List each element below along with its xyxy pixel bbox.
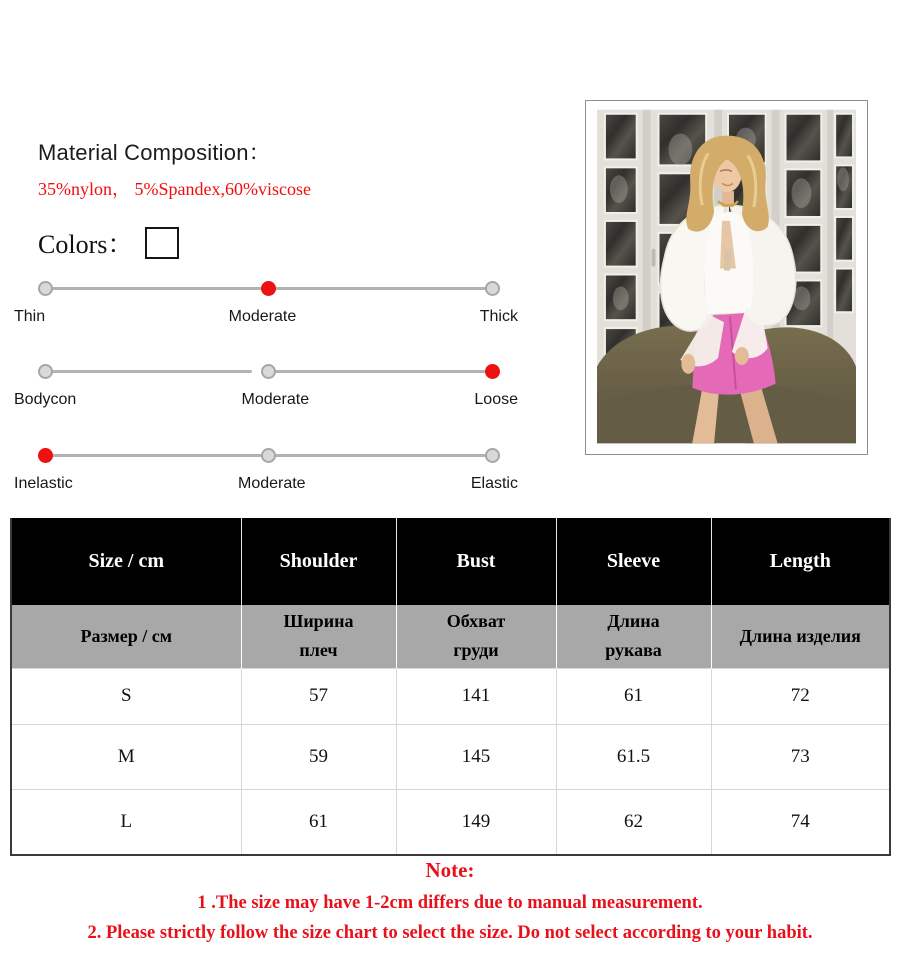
cell-value: 73 xyxy=(711,724,890,789)
cell-size: L xyxy=(11,789,241,855)
col-bust-en: Bust xyxy=(396,518,556,605)
scale-dot-left xyxy=(38,364,53,379)
scale-dot-right xyxy=(485,364,500,379)
col-shoulder-en: Shoulder xyxy=(241,518,396,605)
cell-value: 145 xyxy=(396,724,556,789)
product-photo xyxy=(585,100,868,455)
note-section xyxy=(0,858,900,948)
scale-thickness xyxy=(0,272,540,342)
cell-value: 72 xyxy=(711,668,890,724)
scale-label-middle: Moderate xyxy=(228,308,297,325)
scale-label-middle: Moderate xyxy=(237,475,306,492)
cell-value: 61 xyxy=(241,789,396,855)
scale-label-middle: Moderate xyxy=(241,391,310,408)
scale-dot-left xyxy=(38,448,53,463)
note-line-1: 1 .The size may have 1-2cm differs due to manual measurement. xyxy=(197,893,703,913)
scale-dot-right xyxy=(485,281,500,296)
colors-section xyxy=(38,224,179,261)
scale-dot-middle xyxy=(261,281,276,296)
size-table-header-ru xyxy=(11,605,890,668)
scale-dot-middle xyxy=(261,448,276,463)
scale-label-left: Thin xyxy=(14,308,46,325)
col-length-en: Length xyxy=(769,550,831,572)
cell-value: 74 xyxy=(711,789,890,855)
scale-label-right: Loose xyxy=(474,391,518,408)
product-photo-illustration xyxy=(597,109,856,444)
scale-elasticity xyxy=(0,439,540,509)
cell-value: 62 xyxy=(556,789,711,855)
material-composition-title: Material Composition： xyxy=(38,140,271,165)
note-title: Note: xyxy=(425,858,475,882)
cell-size: M xyxy=(11,724,241,789)
scale-label-left: Bodycon xyxy=(14,391,77,408)
table-row-s xyxy=(11,668,890,724)
col-shoulder-ru: Ширина плеч xyxy=(241,605,396,668)
cell-value: 141 xyxy=(396,668,556,724)
scale-fit xyxy=(0,355,540,425)
scale-dot-middle xyxy=(261,364,276,379)
note-line-2: 2. Please strictly follow the size chart to select the size. Do not select according to your habit. xyxy=(87,923,813,943)
col-size-ru: Размер / см xyxy=(11,605,241,668)
colors-label: Colors： xyxy=(38,230,134,259)
col-sleeve-en: Sleeve xyxy=(556,518,711,605)
cell-value: 149 xyxy=(396,789,556,855)
cell-value: 61 xyxy=(556,668,711,724)
scale-track xyxy=(274,370,493,373)
cell-size: S xyxy=(11,668,241,724)
scale-label-right: Thick xyxy=(479,308,518,325)
table-row-l xyxy=(11,789,890,855)
scale-label-left: Inelastic xyxy=(14,475,73,492)
col-length-ru: Длина изделия xyxy=(739,625,861,646)
col-size-en: Size / cm xyxy=(11,518,241,605)
col-sleeve-ru: Длина рукава xyxy=(556,605,711,668)
cell-value: 59 xyxy=(241,724,396,789)
size-table-header-en xyxy=(11,518,890,605)
size-chart-table xyxy=(10,518,891,856)
scale-dot-left xyxy=(38,281,53,296)
cell-value: 57 xyxy=(241,668,396,724)
color-swatch-white xyxy=(145,227,179,259)
scale-track xyxy=(46,370,252,373)
scale-label-right: Elastic xyxy=(470,475,518,492)
scale-dot-right xyxy=(485,448,500,463)
table-row-m xyxy=(11,724,890,789)
cell-value: 61.5 xyxy=(556,724,711,789)
col-bust-ru: Обхват груди xyxy=(396,605,556,668)
material-composition-value: 35%nylon， 5%Spandex,60%viscose xyxy=(38,179,311,199)
